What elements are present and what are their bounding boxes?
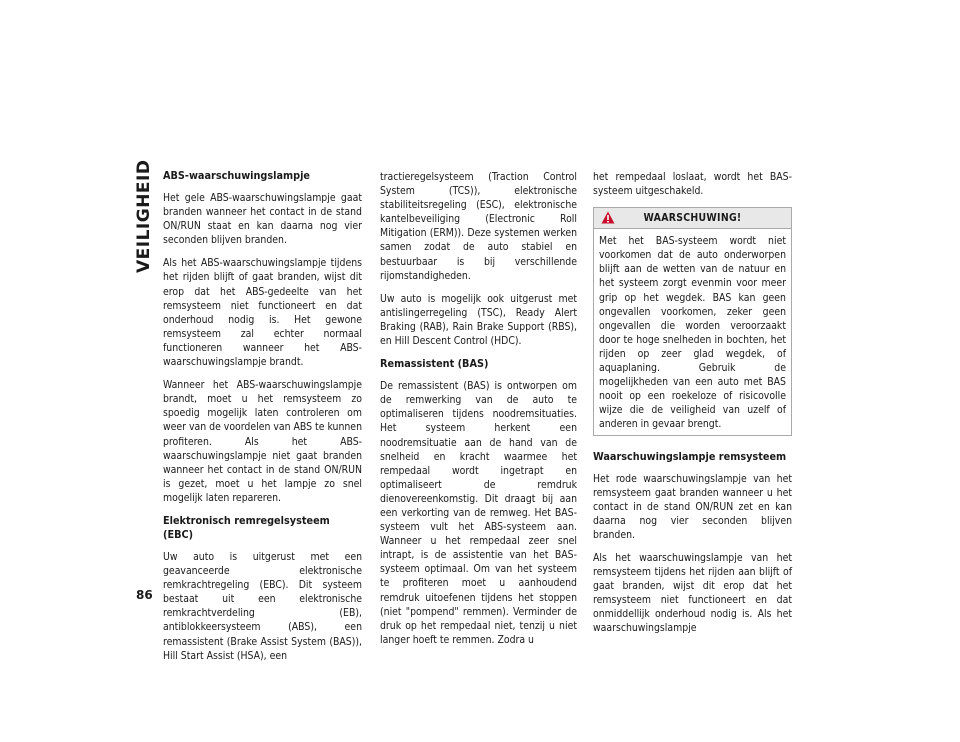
- warning-body: [594, 229, 791, 434]
- paragraph: Uw auto is mogelijk ook uitgerust met antislingerregeling (TSC), Ready Alert Braking (RAB), Rain Brake Support (RBS), en Hill Descent Control (HDC).: [380, 292, 577, 348]
- paragraph: het rempedaal loslaat, wordt het BAS-systeem uitgeschakeld.: [593, 171, 792, 198]
- paragraph: Als het ABS-waarschuwingslampje tijdens het rijden blijft of gaat branden, wijst dit erop dat het ABS-gedeelte van het remsysteem niet functioneert en dat onderhoud nodig is. Het gewone remsysteem zal echter normaal functioneren wanneer het ABS-waarschuwingslampje brandt.: [163, 257, 362, 369]
- section-side-label: VEILIGHEID: [134, 159, 154, 273]
- warning-header: [594, 208, 791, 229]
- column-1: [163, 170, 362, 672]
- warning-box: [593, 207, 792, 435]
- paragraph: Wanneer het ABS-waarschuwingslampje brandt, moet u het remsysteem zo spoedig mogelijk laten controleren om weer van de voordelen van ABS te kunnen profiteren. Als het ABS-waarschuwingslampje niet gaat branden wanneer het contact in de stand ON/RUN is gezet, moet u het lampje zo snel mogelijk laten repareren.: [163, 379, 362, 504]
- page-number: 86: [136, 588, 153, 602]
- warning-title: WAARSCHUWING!: [643, 212, 742, 225]
- warning-text: Met het BAS-systeem wordt niet voorkomen dat de auto onderworpen blijft aan de wetten van de natuur en het systeem zorgt evenmin voor meer grip op het wegdek. BAS kan geen ongevallen voorkomen, zeker geen ongevallen die worden veroorzaakt door te hoge snelheden in bochten, het rijden op zeer glad wegdek, of aquaplaning. Gebruik de mogelijkheden van een auto met BAS nooit op een roekeloze of risicovolle wijze die de veiligheid van uzelf of anderen in gevaar brengt.: [599, 235, 786, 431]
- paragraph: De remassistent (BAS) is ontworpen om de remwerking van de auto te optimaliseren tijdens noodremsituaties. Het systeem herkent een noodremsituatie aan de hand van de snelheid en kracht waarmee het rempedaal wordt ingetrapt en optimaliseert de remdruk dienovereenkomstig. Dit draagt bij aan een verkorting van de remweg. Het BAS-systeem vult het ABS-systeem aan. Wanneer u het rempedaal zeer snel intrapt, is de assistentie van het BAS-systeem optimaal. Om van het systeem te profiteren moet u aanhoudend remdruk uitoefenen tijdens het stoppen (niet "pompend" remmen). Verminder de druk op het rempedaal niet, tenzij u niet langer hoeft te remmen. Zodra u: [380, 380, 577, 646]
- paragraph: tractieregelsysteem (Traction Control System (TCS)), elektronische stabiliteitsregeling (ESC), elektronische kantelbeveiliging (Electronic Roll Mitigation (ERM)). Deze systemen werken samen zodat de auto stabiel en bestuurbaar is bij verschillende rijomstandigheden.: [380, 171, 577, 282]
- heading-abs-warning-light: ABS-waarschuwingslampje: [163, 169, 311, 182]
- column-3: [593, 170, 792, 645]
- paragraph: Het rode waarschuwingslampje van het remsysteem gaat branden wanneer u het contact in de stand ON/RUN zet en kan daarna nog vier seconden blijven branden.: [593, 472, 792, 541]
- paragraph: Uw auto is uitgerust met een geavanceerde elektronische remkrachtregeling (EBC). Dit systeem bestaat uit een elektronische remkrachtverdeling (EB), antiblokkeersysteem (ABS), een remassistent (Brake Assist System (BAS)), Hill Start Assist (HSA), een: [163, 550, 362, 662]
- paragraph: Het gele ABS-waarschuwingslampje gaat branden wanneer het contact in de stand ON/RUN staat en kan daarna nog vier seconden blijven branden.: [163, 192, 362, 247]
- paragraph: Als het waarschuwingslampje van het remsysteem tijdens het rijden aan blijft of gaat branden, wijst dit erop dat het remsysteem niet functioneert en dat onmiddellijk onderhoud nodig is. Als het waarschuwingslampje: [593, 551, 792, 635]
- warning-triangle-icon: [601, 211, 615, 224]
- heading-bas: Remassistent (BAS): [380, 357, 489, 371]
- heading-brake-warning-light: Waarschuwingslampje remsysteem: [593, 449, 787, 463]
- heading-ebc: Elektronisch remregelsysteem (EBC): [163, 513, 330, 541]
- column-2: [380, 170, 577, 656]
